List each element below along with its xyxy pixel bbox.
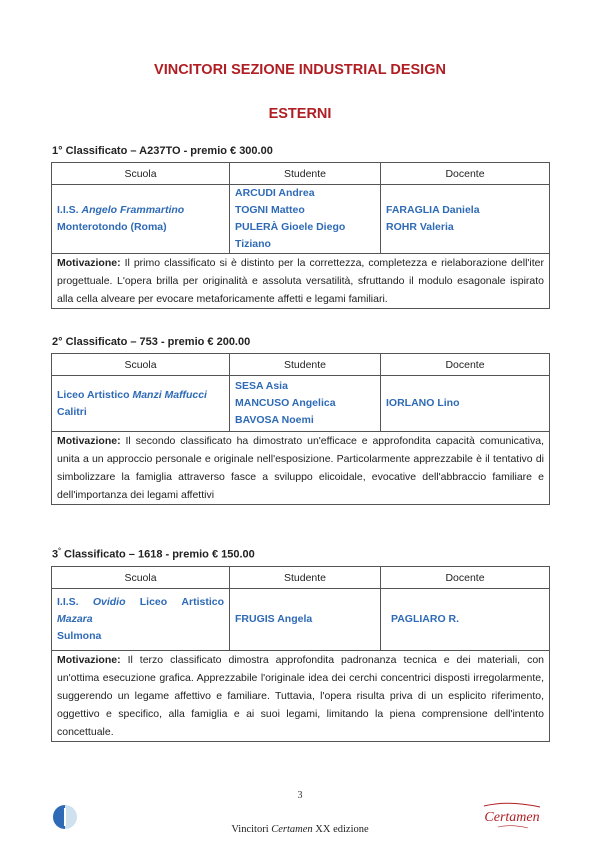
school-cell: I.I.S. Angelo Frammartino Monterotondo (Roma) bbox=[52, 185, 230, 254]
motivation-cell: Motivazione: Il secondo classificato ha dimostrato un'efficace e approfondita capacità comunicativa, unita a un approccio personale e originale nell'esposizione. Particolarmente apprezzabile è il tentativo di simbolizzare la famiglia attraverso fasce a sviluppo elicoidale, evocative dell'abbraccio familiare e dell'importanza dei legami affettivi bbox=[52, 432, 550, 505]
header-studente: Studente bbox=[230, 567, 381, 589]
header-docente: Docente bbox=[381, 567, 550, 589]
header-scuola: Scuola bbox=[52, 567, 230, 589]
header-scuola: Scuola bbox=[52, 354, 230, 376]
award-1-heading: 1° Classificato – A237TO - premio € 300.00 bbox=[52, 145, 273, 157]
certamen-logo-icon bbox=[478, 802, 546, 832]
award-2-heading: 2° Classificato – 753 - premio € 200.00 bbox=[52, 336, 251, 348]
students-cell: FRUGIS Angela bbox=[230, 589, 381, 651]
header-docente: Docente bbox=[381, 354, 550, 376]
footer-text: Vincitori Certamen XX edizione bbox=[231, 824, 369, 835]
motivation-cell: Motivazione: Il terzo classificato dimostra approfondita padronanza tecnica e dei materiali, con un'ottima esecuzione grafica. Apprezzabile l'originale idea dei cerchi concentrici disposti irregolarmente, suggerendo un legame affettivo e familiare. Tuttavia, l'opera risulta priva di un esplicito riferimento, oggettivo e specifico, alla famiglia e ai suoi legami, limitando la piena comprensione dell'intento concettuale. bbox=[52, 651, 550, 742]
svg-text:Certamen: Certamen bbox=[484, 810, 540, 825]
teachers-cell: IORLANO Lino bbox=[381, 376, 550, 432]
award-1-table bbox=[51, 162, 550, 309]
teachers-cell: PAGLIARO R. bbox=[381, 589, 550, 651]
header-docente: Docente bbox=[381, 163, 550, 185]
award-3-table bbox=[51, 566, 550, 742]
award-2-table bbox=[51, 353, 550, 505]
school-cell: Liceo Artistico Manzi Maffucci Calitri bbox=[52, 376, 230, 432]
teachers-cell: FARAGLIA Daniela ROHR Valeria bbox=[381, 185, 550, 254]
students-cell: ARCUDI Andrea TOGNI Matteo PULERÀ Gioele Diego Tiziano bbox=[230, 185, 381, 254]
school-logo-icon bbox=[52, 804, 78, 830]
page-subtitle: ESTERNI bbox=[268, 106, 332, 122]
motivation-cell: Motivazione: Il primo classificato si è distinto per la correttezza, completezza e rielaborazione dell'iter progettuale. L'opera brilla per originalità e assoluta versatilità, sfruttando il modulo esagonale ispirato alla cella alveare per evocare metaforicamente affetti e legami familiari. bbox=[52, 254, 550, 309]
header-studente: Studente bbox=[230, 163, 381, 185]
page-title: VINCITORI SEZIONE INDUSTRIAL DESIGN bbox=[154, 62, 446, 78]
students-cell: SESA Asia MANCUSO Angelica BAVOSA Noemi bbox=[230, 376, 381, 432]
header-scuola: Scuola bbox=[52, 163, 230, 185]
header-studente: Studente bbox=[230, 354, 381, 376]
page-number: 3 bbox=[297, 790, 303, 801]
school-cell: I.I.S. Ovidio Liceo Artistico Mazara Sulmona bbox=[52, 589, 230, 651]
award-3-heading: 3° Classificato – 1618 - premio € 150.00 bbox=[52, 548, 255, 561]
